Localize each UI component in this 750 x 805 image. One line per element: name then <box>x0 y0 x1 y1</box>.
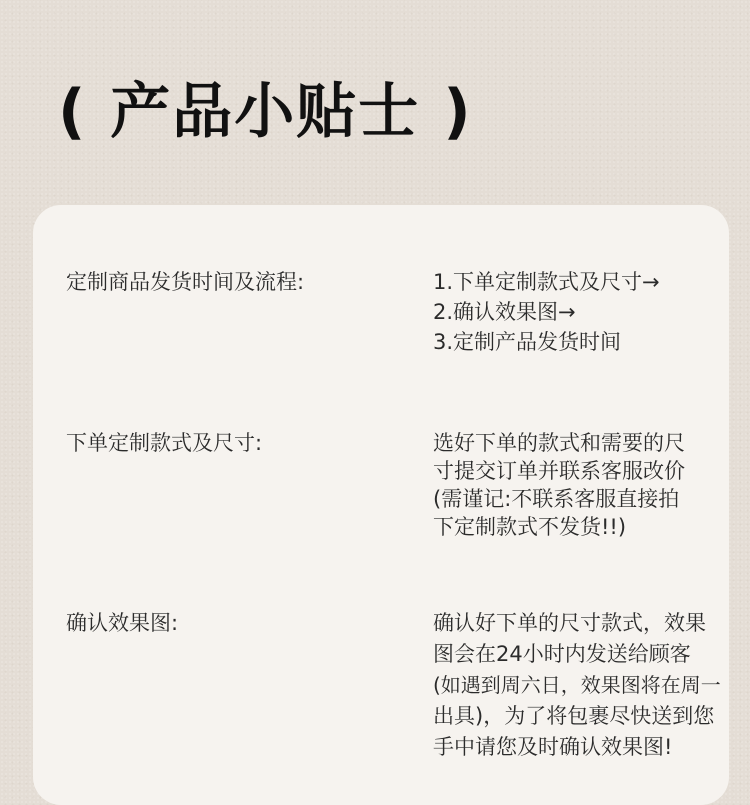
body-line: 图会在24小时内发送给顾客 <box>433 642 691 666</box>
section-label: 定制商品发货时间及流程: <box>66 270 305 294</box>
body-line: 手中请您及时确认效果图! <box>433 735 673 759</box>
process-step-3: 3.定制产品发货时间 <box>433 330 622 354</box>
body-line: (如遇到周六日，效果图将在周一 <box>433 673 721 697</box>
section-label: 确认效果图: <box>66 611 179 635</box>
body-line: 出具)，为了将包裹尽快送到您 <box>433 704 715 728</box>
body-line: 选好下单的款式和需要的尺 <box>433 431 685 455</box>
section-body <box>433 267 718 357</box>
section-body <box>433 428 718 540</box>
page-title: ( 产品小贴士 ) <box>58 77 473 147</box>
section-body <box>433 608 721 763</box>
body-line: (需谨记:不联系客服直接拍 <box>433 487 680 511</box>
body-line: 下定制款式不发货!!) <box>433 515 627 539</box>
section-label: 下单定制款式及尺寸: <box>66 431 263 455</box>
body-line: 寸提交订单并联系客服改价 <box>433 459 685 483</box>
process-step-1: 1.下单定制款式及尺寸→ <box>433 270 660 294</box>
tips-card <box>33 205 729 805</box>
body-line: 确认好下单的尺寸款式，效果 <box>433 611 706 635</box>
process-step-2: 2.确认效果图→ <box>433 300 576 324</box>
